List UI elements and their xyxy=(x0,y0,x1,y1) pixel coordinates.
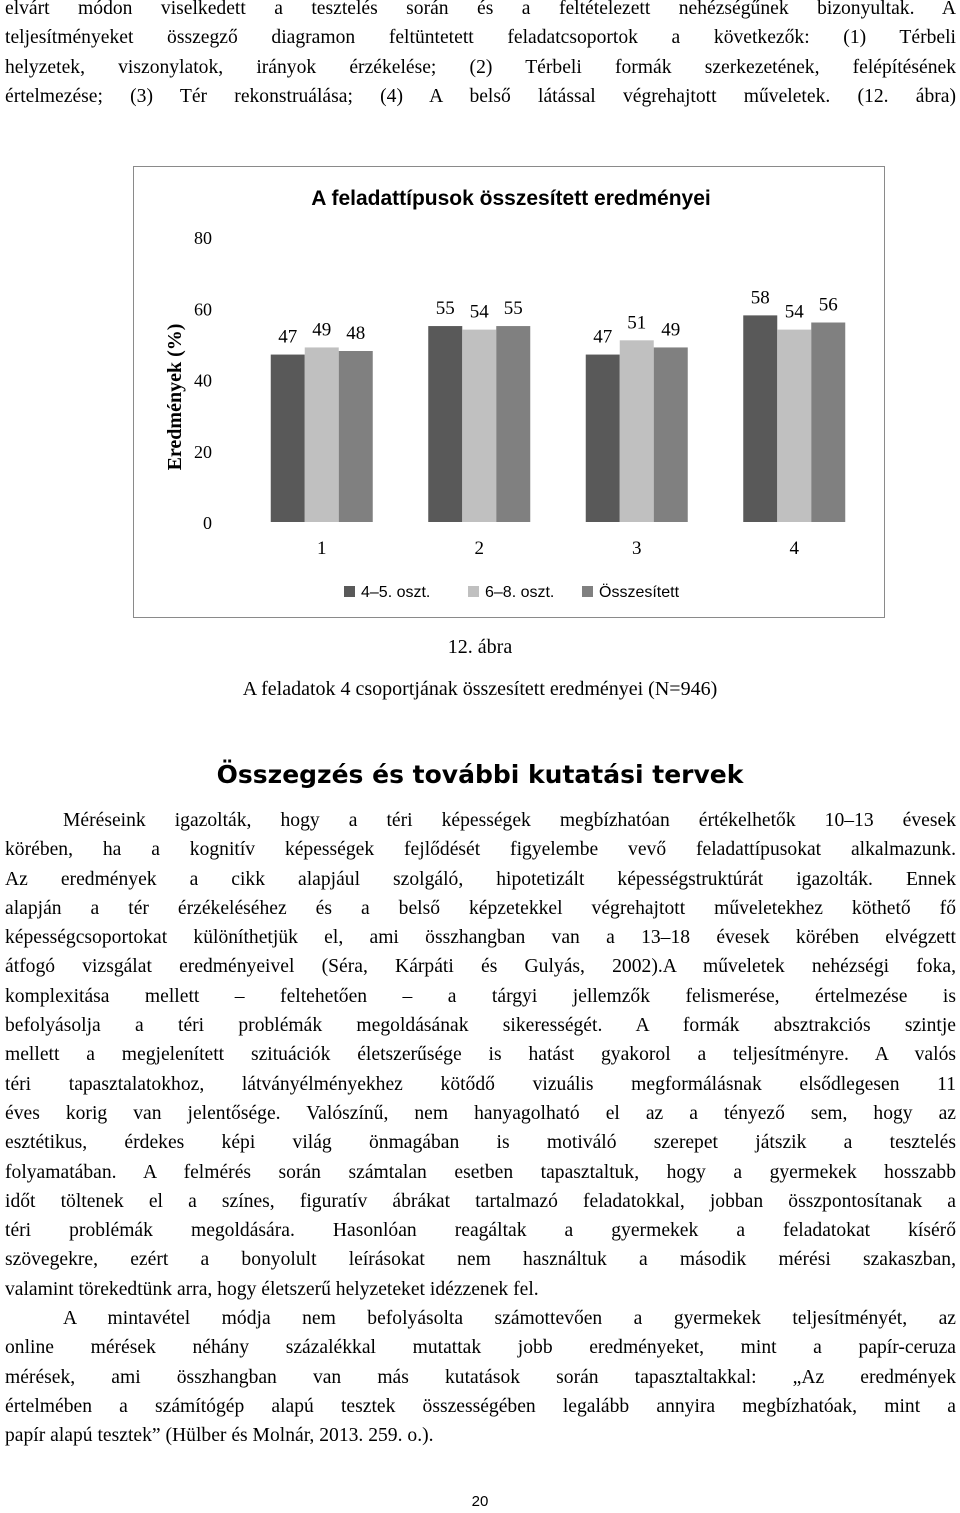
bar xyxy=(586,355,620,522)
x-tick-label: 4 xyxy=(789,538,799,559)
legend-swatch xyxy=(582,586,593,597)
bar xyxy=(305,347,339,522)
y-axis-label: Eredmények (%) xyxy=(164,323,186,471)
bar-chart xyxy=(133,166,885,618)
text-line: körében, ha a kognitív képességek fejlődését figyelembe vevő feladattípusokat alkalmazunk. xyxy=(5,839,956,861)
data-label: 55 xyxy=(503,298,523,320)
data-label: 54 xyxy=(469,301,489,323)
text-line: értelmében a számítógép alapú tesztek összességében legalább annyira megbízhatóak, mint a xyxy=(5,1395,956,1417)
text-line: alapján a tér érzékeléséhez és a belső képzetekkel végrehajtott műveletekhez köthető fő xyxy=(5,897,956,919)
legend-swatch xyxy=(468,586,479,597)
text-line: időt töltenek el a színes, figuratív ábrákat tartalmazó feladatokkal, jobban összpontosítanak a xyxy=(5,1190,956,1212)
page-number: 20 xyxy=(471,1493,489,1510)
text-line: befolyásolja a téri problémák megoldásának sikerességét. A formák absztrakciós szintje xyxy=(5,1015,956,1037)
x-tick-label: 3 xyxy=(632,538,642,559)
data-label: 51 xyxy=(627,312,647,334)
text-line: teljesítményeket összegző diagramon feltüntetett feladatcsoportok a következők: (1) Térbeli xyxy=(5,27,956,49)
bar xyxy=(271,355,305,522)
text-line: komplexitása mellett – feltehetően – a tárgyi jellemzők felismerése, értelmezése is xyxy=(5,985,956,1007)
text-line: mellett a megjelenített szituációk életszerűsége is hatást gyakorol a teljesítményre. A valós xyxy=(5,1044,956,1066)
bar xyxy=(339,351,373,522)
x-tick-label: 1 xyxy=(317,538,327,559)
data-label: 55 xyxy=(435,298,455,320)
chart-title: A feladattípusok összesített eredményei xyxy=(311,187,711,210)
data-label: 58 xyxy=(750,287,770,309)
text-line: online mérések néhány százalékkal mutattak jobb eredményeket, mint a papír-ceruza xyxy=(5,1337,956,1359)
y-tick-label: 40 xyxy=(194,370,212,391)
text-line: szövegekre, ezért a bonyolult leírásokat nem használtuk a második mérési szakaszban, xyxy=(5,1249,956,1271)
figure-caption: 12. ábra xyxy=(447,636,513,658)
bar xyxy=(620,340,654,522)
legend-label: 4–5. oszt. xyxy=(361,584,431,601)
body-text xyxy=(5,806,956,1451)
bar xyxy=(428,326,462,522)
bar xyxy=(811,323,845,523)
text-line: Az eredmények a cikk alapjául szolgáló, hipotetizált képességstruktúrát igazolták. Ennek xyxy=(5,868,956,890)
text-line: éves korig van jelentősége. Valószínű, nem hanyagolható el az a tényező sem, hogy az xyxy=(5,1102,956,1124)
legend-swatch xyxy=(344,586,355,597)
y-tick-label: 60 xyxy=(194,299,212,320)
text-line: téri tapasztalatokhoz, látványélményekhez kötődő vizuális megformálásnak elsődlegesen 11 xyxy=(5,1073,956,1095)
bar xyxy=(777,330,811,522)
bar xyxy=(496,326,530,522)
bar xyxy=(654,347,688,522)
text-line: értelmezése; (3) Tér rekonstruálása; (4) A belső látással végrehajtott műveletek. (12. ábra) xyxy=(5,85,956,107)
text-line: átfogó vizsgálat eredményeivel (Séra, Kárpáti és Gulyás, 2002).A műveletek nehézségi foka, xyxy=(5,956,956,978)
data-label: 48 xyxy=(346,323,366,344)
text-line: valamint törekedtünk arra, hogy életszerű helyzeteket idézzenek fel. xyxy=(5,1278,539,1300)
text-line: elvárt módon viselkedett a tesztelés során és a feltételezett nehézségűnek bizonyultak. A xyxy=(5,0,956,19)
y-tick-label: 0 xyxy=(203,513,212,533)
text-line: képességcsoportokat különíthetjük el, ami összhangban van a 13–18 évesek körében elvégzett xyxy=(5,927,956,949)
data-label: 54 xyxy=(784,301,804,323)
legend-label: Összesített xyxy=(599,584,680,601)
data-label: 47 xyxy=(593,326,613,348)
intro-paragraph xyxy=(5,0,956,111)
text-line: helyzetek, viszonylatok, irányok érzékelése; (2) Térbeli formák szerkezetének, felépítésének xyxy=(5,56,956,78)
chart-canvas xyxy=(134,167,884,617)
legend-label: 6–8. oszt. xyxy=(485,584,555,601)
bar xyxy=(743,315,777,522)
y-tick-label: 80 xyxy=(194,228,212,248)
text-line: A mintavétel módja nem befolyásolta számottevően a gyermekek teljesítményét, az xyxy=(63,1308,956,1330)
text-line: Méréseink igazolták, hogy a téri képességek megbízhatóan értékelhetők 10–13 évesek xyxy=(63,810,956,831)
section-title: Összegzés és további kutatási tervek xyxy=(216,760,744,789)
data-label: 56 xyxy=(818,294,838,316)
figure-description: A feladatok 4 csoportjának összesített eredményei (N=946) xyxy=(242,678,718,700)
data-label: 49 xyxy=(661,319,681,341)
y-tick-label: 20 xyxy=(194,441,212,462)
bar xyxy=(462,330,496,522)
x-tick-label: 2 xyxy=(474,538,484,559)
text-line: mérések, ami összhangban van más kutatások során tapasztaltakkal: „Az eredmények xyxy=(5,1366,956,1388)
text-line: papír alapú tesztek” (Hülber és Molnár, 2013. 259. o.). xyxy=(5,1425,434,1447)
text-line: folyamatában. A felmérés során számtalan esetben tapasztaltuk, hogy a gyermekek hosszabb xyxy=(5,1161,956,1183)
data-label: 47 xyxy=(278,326,298,348)
data-label: 49 xyxy=(312,319,332,341)
text-line: téri problémák megoldására. Hasonlóan reagáltak a gyermekek a feladatokat kísérő xyxy=(5,1220,956,1242)
text-line: esztétikus, érdekes képi világ önmagában is motiváló szerepet játszik a tesztelés xyxy=(5,1132,956,1154)
